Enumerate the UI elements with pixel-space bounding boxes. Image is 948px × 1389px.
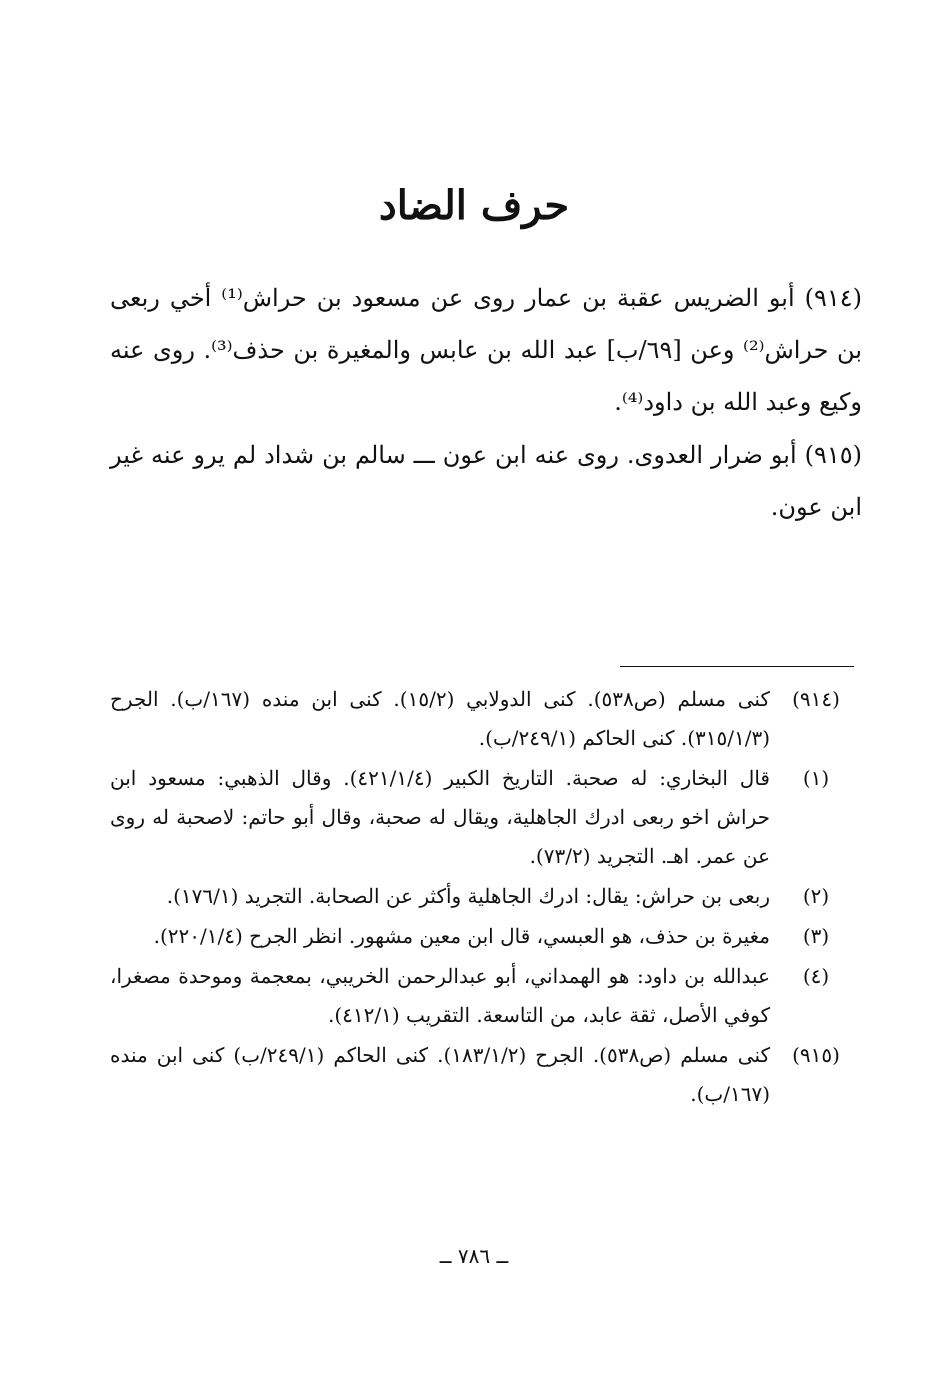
footnote-text: مغيرة بن حذف، هو العبسي، قال ابن معين مشهور. انظر الجرح (٢٢٠/١/٤). — [153, 924, 770, 948]
footnote-text: ربعى بن حراش: يقال: ادرك الجاهلية وأكثر عن الصحابة. التجريد (١٧٦/١). — [166, 884, 770, 908]
footnote — [110, 680, 862, 758]
footnote-number: (٣) — [802, 924, 830, 948]
page-number: ــ ٧٨٦ ــ — [439, 1244, 509, 1268]
entry-914: (٩١٤) أبو الضريس عقبة بن عمار روى عن مسعود بن حراش⁽¹⁾ أخي ربعى بن حراش⁽²⁾ وعن [٦٩/ب] عبد الله بن عابس والمغيرة بن حذف⁽³⁾. روى عنه وكيع وعبد الله بن داود⁽⁴⁾. — [110, 284, 862, 416]
footnotes — [110, 680, 862, 1115]
footnote — [110, 1036, 862, 1114]
footnote — [110, 877, 862, 916]
footnote-number: (١) — [802, 766, 830, 790]
section-heading: حرف الضاد — [378, 181, 570, 229]
footnote-number: (٢) — [802, 884, 830, 908]
footnote — [110, 759, 862, 876]
entry-915: (٩١٥) أبو ضرار العدوى. روى عنه ابن عون ـــ سالم بن شداد لم يرو عنه غير ابن عون. — [110, 441, 862, 521]
footnote — [110, 917, 862, 956]
footnote — [110, 957, 862, 1035]
footnote-text: عبدالله بن داود: هو الهمداني، أبو عبدالرحمن الخريبي، بمعجمة وموحدة مصغرا، كوفي الأصل، ثقة عابد، من التاسعة. التقريب (٤١٢/١). — [110, 964, 770, 1027]
footnote-number: (٩١٤) — [792, 687, 840, 711]
footnote-separator — [620, 666, 854, 667]
footnote-text: كنى مسلم (ص٥٣٨). كنى الدولابي (١٥/٢). كنى ابن منده (١٦٧/ب). الجرح (٣١٥/١/٣). كنى الحاكم (٢٤٩/١/ب). — [110, 687, 770, 750]
footnote-number: (٩١٥) — [792, 1043, 840, 1067]
footnote-text: كنى مسلم (ص٥٣٨). الجرح (١٨٣/١/٢). كنى الحاكم (٢٤٩/١/ب) كنى ابن منده (١٦٧/ب). — [110, 1043, 770, 1106]
footnote-text: قال البخاري: له صحبة. التاريخ الكبير (٤٢١/١/٤). وقال الذهبي: مسعود ابن حراش اخو ربعى ادرك الجاهلية، ويقال له صحبة، وقال أبو حاتم: لاصحبة له روى عن عمر. اهـ. التجريد (٧٣/٢). — [110, 766, 770, 868]
footnote-number: (٤) — [802, 964, 830, 988]
